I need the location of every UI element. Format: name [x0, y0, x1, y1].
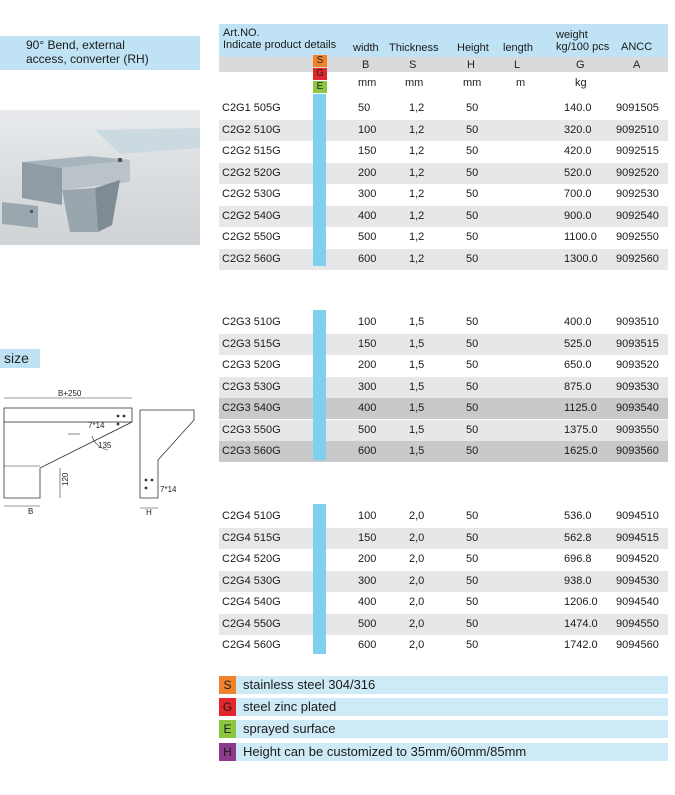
cell-g: 1742.0 [564, 639, 598, 651]
cell-h: 50 [466, 209, 479, 222]
table-row [219, 227, 668, 248]
cell-a: 9094530 [616, 574, 659, 587]
cell-h: 50 [466, 617, 479, 630]
cell-g: 1474.0 [564, 617, 598, 630]
legend-item [219, 743, 668, 761]
cell-g: 536.0 [564, 510, 592, 522]
cell-h: 50 [466, 553, 479, 565]
cell-h: 50 [466, 402, 479, 414]
cell-s: 1,2 [409, 188, 425, 200]
cell-b: 500 [358, 617, 377, 630]
code-s: S [313, 55, 327, 67]
cell-h: 50 [466, 574, 479, 587]
cell-b: 300 [358, 380, 377, 393]
cell-h: 50 [466, 596, 479, 608]
header-weight-1: weight [556, 29, 588, 41]
cell-s: 1,2 [409, 145, 425, 157]
cell-s: 2,0 [409, 510, 425, 522]
cell-g: 938.0 [564, 574, 592, 587]
table-row [219, 528, 668, 549]
cell-a: 9092515 [616, 145, 659, 157]
cell-art: C2G4 510G [222, 510, 281, 522]
cell-a: 9092530 [616, 188, 659, 200]
cell-b: 500 [358, 231, 377, 243]
cell-s: 1,5 [409, 445, 425, 457]
size-label: size [0, 349, 40, 368]
legend-text: stainless steel 304/316 [243, 677, 376, 692]
unit-h: mm [463, 77, 482, 89]
legend-swatch: S [219, 676, 236, 694]
cell-a: 9094540 [616, 596, 659, 608]
cell-h: 50 [466, 380, 479, 393]
sym-l: L [514, 59, 521, 71]
cell-s: 1,2 [409, 166, 425, 179]
title-line-1: 90° Bend, external [26, 38, 125, 52]
cell-b: 600 [358, 445, 377, 457]
cell-a: 9092560 [616, 252, 659, 265]
table-row [219, 163, 668, 184]
blue-band-3 [313, 504, 326, 654]
cell-a: 9093520 [616, 359, 659, 371]
cell-s: 1,5 [409, 359, 425, 371]
header-ancc: ANCC [621, 41, 653, 53]
cell-b: 300 [358, 188, 377, 200]
cell-g: 1100.0 [564, 231, 597, 243]
cell-a: 9093530 [616, 380, 659, 393]
cell-a: 9093540 [616, 402, 659, 414]
table-row [219, 120, 668, 141]
cell-h: 50 [466, 123, 479, 136]
unit-b: mm [358, 77, 377, 89]
cell-art: C2G2 540G [222, 209, 281, 222]
code-g: G [313, 68, 327, 80]
cell-b: 400 [358, 596, 377, 608]
table-row [219, 249, 668, 270]
cell-art: C2G2 510G [222, 123, 281, 136]
header-width: width [353, 42, 379, 54]
table-row [219, 571, 668, 592]
cell-b: 150 [358, 531, 377, 544]
cell-s: 2,0 [409, 617, 425, 630]
table-row [219, 141, 668, 162]
cell-h: 50 [466, 445, 479, 457]
header-length: length [503, 42, 533, 54]
cell-a: 9094520 [616, 553, 659, 565]
cell-g: 900.0 [564, 209, 592, 222]
cell-g: 1625.0 [564, 445, 598, 457]
cell-b: 500 [358, 423, 377, 436]
table-row [219, 312, 668, 333]
cell-art: C2G3 510G [222, 316, 281, 328]
cell-g: 525.0 [564, 337, 592, 350]
cell-g: 420.0 [564, 145, 592, 157]
cell-g: 140.0 [564, 102, 592, 114]
cell-g: 320.0 [564, 123, 592, 136]
cell-b: 200 [358, 553, 377, 565]
table-row [219, 614, 668, 635]
unit-l: m [516, 77, 526, 89]
cell-a: 9094550 [616, 617, 659, 630]
table-row [219, 441, 668, 462]
table-row [219, 592, 668, 613]
cell-g: 400.0 [564, 316, 592, 328]
cell-a: 9091505 [616, 102, 659, 114]
cell-h: 50 [466, 102, 479, 114]
cell-art: C2G3 520G [222, 359, 281, 371]
cell-s: 2,0 [409, 531, 425, 544]
cell-a: 9094510 [616, 510, 659, 522]
unit-g: kg [575, 77, 587, 89]
cell-g: 1375.0 [564, 423, 598, 436]
table-row [219, 98, 668, 119]
cell-a: 9092540 [616, 209, 659, 222]
code-e: E [313, 81, 327, 93]
dim-bottom: B [28, 507, 34, 516]
legend-swatch: E [219, 720, 236, 738]
cell-art: C2G4 560G [222, 639, 281, 651]
cell-art: C2G2 530G [222, 188, 281, 200]
cell-g: 1206.0 [564, 596, 598, 608]
sym-s: S [409, 59, 417, 71]
cell-s: 1,2 [409, 252, 425, 265]
cell-art: C2G4 515G [222, 531, 281, 544]
table-row [219, 398, 668, 419]
cell-s: 1,5 [409, 423, 425, 436]
header-weight-2: kg/100 pcs [556, 41, 610, 53]
cell-g: 650.0 [564, 359, 592, 371]
dim-height: 120 [61, 472, 70, 486]
cell-b: 100 [358, 316, 377, 328]
cell-s: 1,5 [409, 337, 425, 350]
cell-h: 50 [466, 166, 479, 179]
table-row [219, 206, 668, 227]
legend-text: steel zinc plated [243, 699, 337, 714]
table-row [219, 184, 668, 205]
cell-a: 9092510 [616, 123, 659, 136]
cell-s: 1,5 [409, 380, 425, 393]
cell-art: C2G2 515G [222, 145, 281, 157]
cell-h: 50 [466, 531, 479, 544]
cell-b: 200 [358, 359, 377, 371]
cell-g: 562.8 [564, 531, 592, 544]
cell-a: 9093550 [616, 423, 659, 436]
cell-art: C2G3 515G [222, 337, 281, 350]
legend-text: sprayed surface [243, 721, 336, 736]
table-row [219, 377, 668, 398]
legend-item [219, 720, 668, 738]
dim-h: H [146, 508, 152, 516]
cell-g: 1125.0 [564, 402, 597, 414]
legend-swatch: G [219, 698, 236, 716]
cell-g: 700.0 [564, 188, 592, 200]
cell-art: C2G2 550G [222, 231, 281, 243]
cell-h: 50 [466, 510, 479, 522]
unit-s: mm [405, 77, 424, 89]
cell-art: C2G2 560G [222, 252, 281, 265]
cell-art: C2G3 530G [222, 380, 281, 393]
cell-s: 2,0 [409, 553, 425, 565]
cell-art: C2G4 540G [222, 596, 281, 608]
header-height: Height [457, 42, 489, 54]
header-indicate: Indicate product details [223, 39, 337, 51]
sym-b: B [362, 59, 370, 71]
table-row [219, 635, 668, 656]
cell-art: C2G4 550G [222, 617, 281, 630]
cell-a: 9093560 [616, 445, 659, 457]
cell-s: 2,0 [409, 596, 425, 608]
product-title [0, 36, 200, 70]
cell-s: 1,2 [409, 123, 425, 136]
table-row [219, 334, 668, 355]
cell-art: C2G4 530G [222, 574, 281, 587]
cell-g: 696.8 [564, 553, 592, 565]
table-row [219, 420, 668, 441]
cell-b: 200 [358, 166, 377, 179]
cell-b: 150 [358, 145, 377, 157]
cell-a: 9092520 [616, 166, 659, 179]
dim-hole-2: 7*14 [160, 485, 177, 494]
sym-a: A [633, 59, 641, 71]
cell-h: 50 [466, 231, 479, 243]
cell-b: 300 [358, 574, 377, 587]
sym-g: G [576, 59, 585, 71]
cell-b: 600 [358, 252, 377, 265]
cell-art: C2G3 560G [222, 445, 281, 457]
cell-s: 2,0 [409, 639, 425, 651]
cell-b: 600 [358, 639, 377, 651]
cell-b: 400 [358, 402, 377, 414]
technical-drawing [0, 388, 200, 516]
cell-h: 50 [466, 252, 479, 265]
blue-band-1 [313, 94, 326, 266]
legend-item [219, 698, 668, 716]
title-line-2: access, converter (RH) [26, 52, 149, 66]
legend-item [219, 676, 668, 694]
table-row [219, 549, 668, 570]
dim-angle: 135 [98, 441, 112, 450]
cell-art: C2G3 550G [222, 423, 281, 436]
cell-h: 50 [466, 337, 479, 350]
cell-b: 150 [358, 337, 377, 350]
legend-text: Height can be customized to 35mm/60mm/85mm [243, 744, 527, 759]
cell-art: C2G4 520G [222, 553, 281, 565]
cell-art: C2G1 505G [222, 102, 281, 114]
header-artno: Art.NO. [223, 27, 260, 39]
cell-art: C2G3 540G [222, 402, 281, 414]
cell-h: 50 [466, 359, 479, 371]
cell-g: 1300.0 [564, 252, 598, 265]
product-photo [0, 110, 200, 245]
cell-a: 9093515 [616, 337, 659, 350]
cell-s: 1,2 [409, 231, 425, 243]
cell-h: 50 [466, 188, 479, 200]
table-row [219, 506, 668, 527]
blue-band-2 [313, 310, 326, 460]
legend-swatch: H [219, 743, 236, 761]
cell-b: 100 [358, 123, 377, 136]
dim-hole-1: 7*14 [88, 421, 105, 430]
cell-a: 9092550 [616, 231, 659, 243]
cell-a: 9093510 [616, 316, 659, 328]
header-thickness: Thickness [389, 42, 439, 54]
table-row [219, 355, 668, 376]
cell-s: 1,5 [409, 402, 425, 414]
cell-a: 9094515 [616, 531, 659, 544]
dim-top: B+250 [58, 389, 82, 398]
cell-b: 400 [358, 209, 377, 222]
cell-a: 9094560 [616, 639, 659, 651]
cell-b: 100 [358, 510, 377, 522]
cell-h: 50 [466, 316, 479, 328]
cell-h: 50 [466, 423, 479, 436]
cell-b: 50 [358, 102, 371, 114]
cell-g: 520.0 [564, 166, 592, 179]
cell-h: 50 [466, 639, 479, 651]
cell-s: 2,0 [409, 574, 425, 587]
unit-row [219, 72, 668, 94]
sym-h: H [467, 59, 475, 71]
cell-art: C2G2 520G [222, 166, 281, 179]
cell-h: 50 [466, 145, 479, 157]
cell-s: 1,2 [409, 102, 425, 114]
cell-s: 1,5 [409, 316, 425, 328]
cell-s: 1,2 [409, 209, 425, 222]
cell-g: 875.0 [564, 380, 592, 393]
symbol-row [219, 57, 668, 72]
